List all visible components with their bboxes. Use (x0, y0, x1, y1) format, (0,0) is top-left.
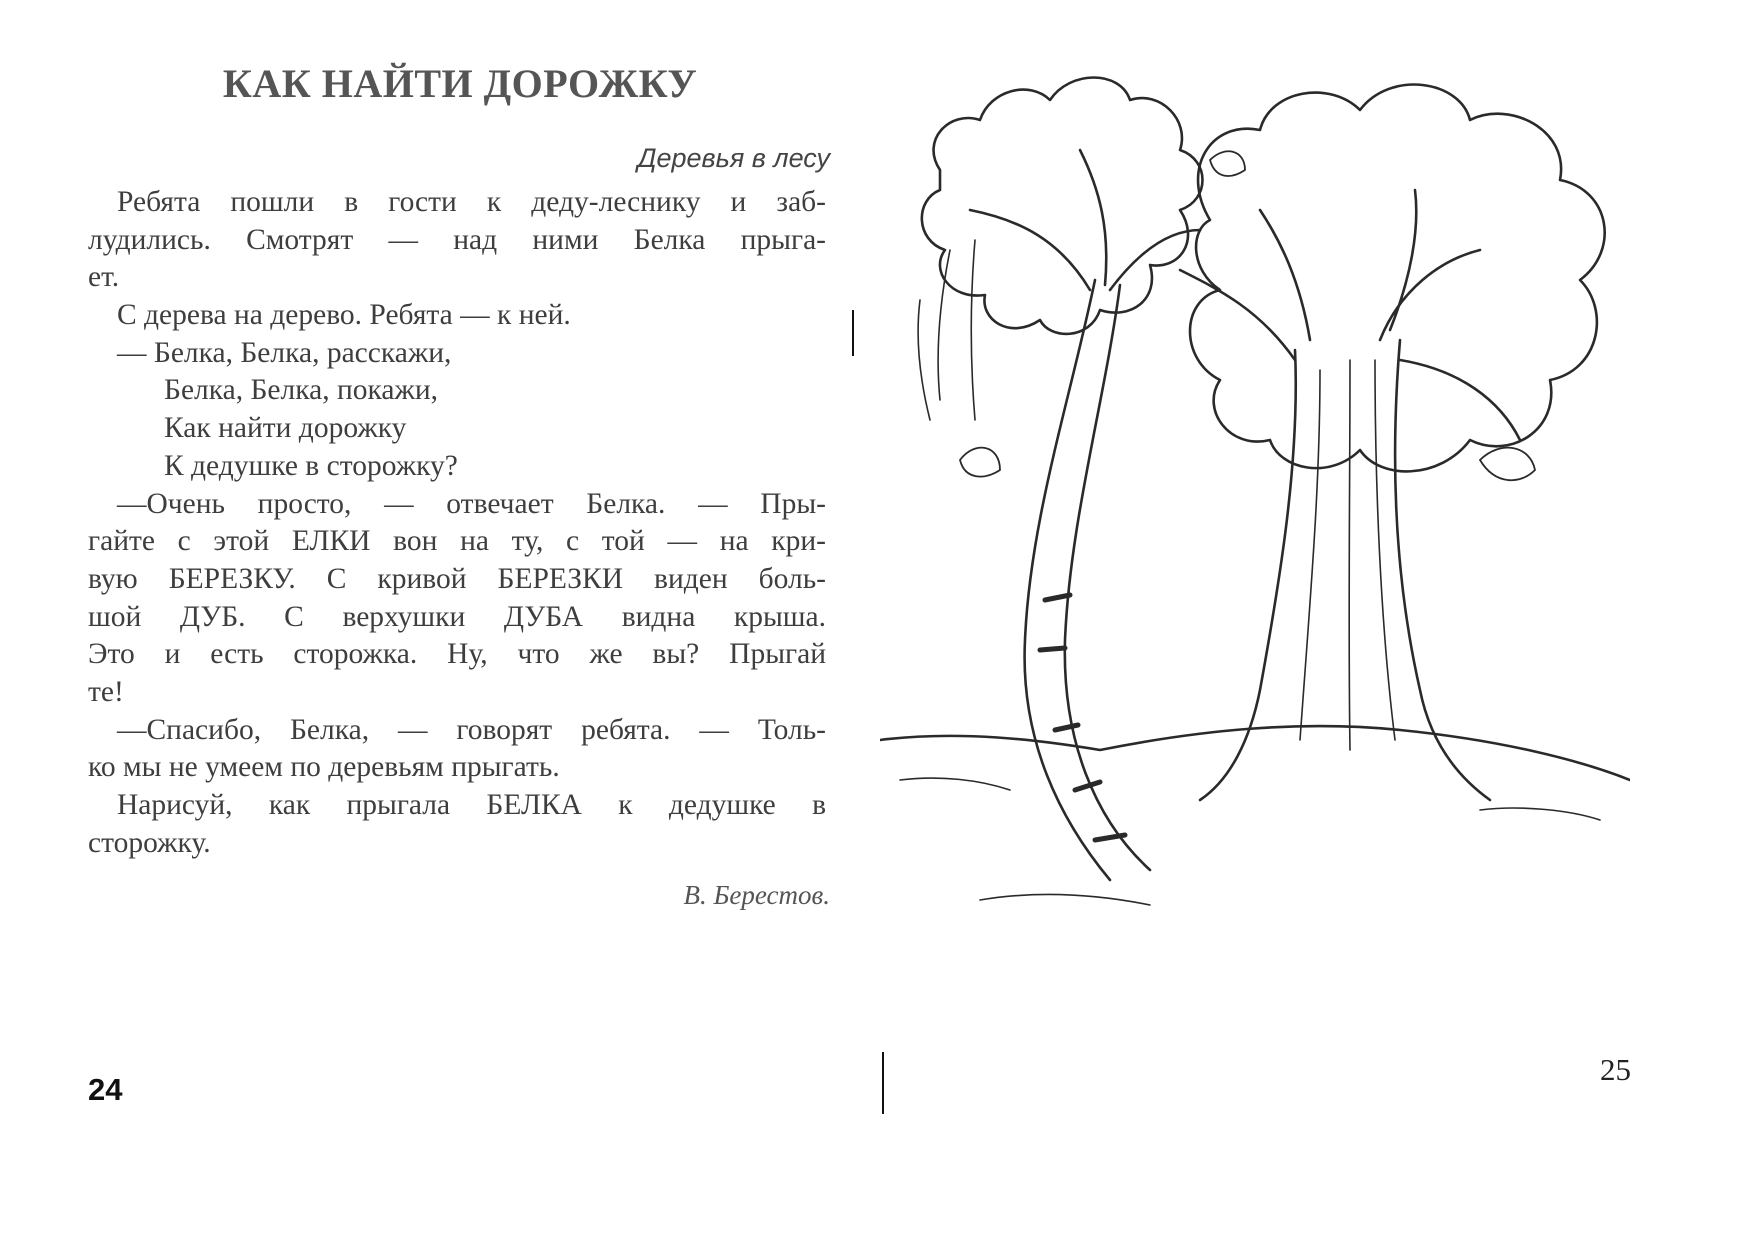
oak-trunk (1200, 340, 1490, 800)
text-line: ко мы не умеем по деревьям прыгать. (88, 751, 560, 784)
text-line: ет. (88, 261, 120, 294)
birch-trunk (1025, 280, 1150, 880)
author-credit: В. Берестов. (683, 880, 830, 910)
page-number-left: 24 (88, 1072, 123, 1107)
text-line: те! (88, 675, 124, 708)
page-title: КАК НАЙТИ ДОРОЖКУ (222, 61, 698, 106)
oak-canopy (1190, 85, 1605, 472)
section-subtitle: Деревья в лесу (637, 143, 830, 173)
ground-line (880, 726, 1630, 780)
text-line: сторожку. (88, 826, 211, 859)
text-line: гайте с этой ЕЛКИ вон на ту, с той — на кри- (88, 525, 826, 558)
text-line: лудились. Смотрят — над ними Белка прыга- (88, 223, 826, 256)
page-number-right: 25 (1600, 1052, 1631, 1087)
birch-crown (922, 78, 1203, 334)
text-line: шой ДУБ. С верхушки ДУБА видна крыша. (88, 600, 826, 633)
text-line: —Спасибо, Белка, — говорят ребята. — Толь- (117, 713, 826, 746)
crop-mark (852, 310, 854, 356)
poem-line: Как найти дорожку (164, 412, 407, 445)
text-line: Ребята пошли в гости к деду-леснику и заб- (117, 186, 826, 218)
poem-line: — Белка, Белка, расскажи, (117, 336, 452, 369)
poem-line: К дедушке в сторожку? (164, 449, 458, 482)
story-text (88, 184, 826, 862)
text-line: Нарисуй, как прыгала БЕЛКА к дедушке в (117, 789, 826, 821)
fold-mark (882, 1052, 884, 1114)
poem-line: Белка, Белка, покажи, (164, 374, 439, 407)
text-line: —Очень просто, — отвечает Белка. — Пры- (117, 487, 826, 520)
tree-illustration (880, 40, 1630, 1000)
text-line: вую БЕРЕЗКУ. С кривой БЕРЕЗКИ виден боль- (88, 562, 826, 595)
text-line: Это и есть сторожка. Ну, что же вы? Прыгай (88, 638, 826, 671)
text-line: С дерева на дерево. Ребята — к ней. (117, 299, 571, 332)
